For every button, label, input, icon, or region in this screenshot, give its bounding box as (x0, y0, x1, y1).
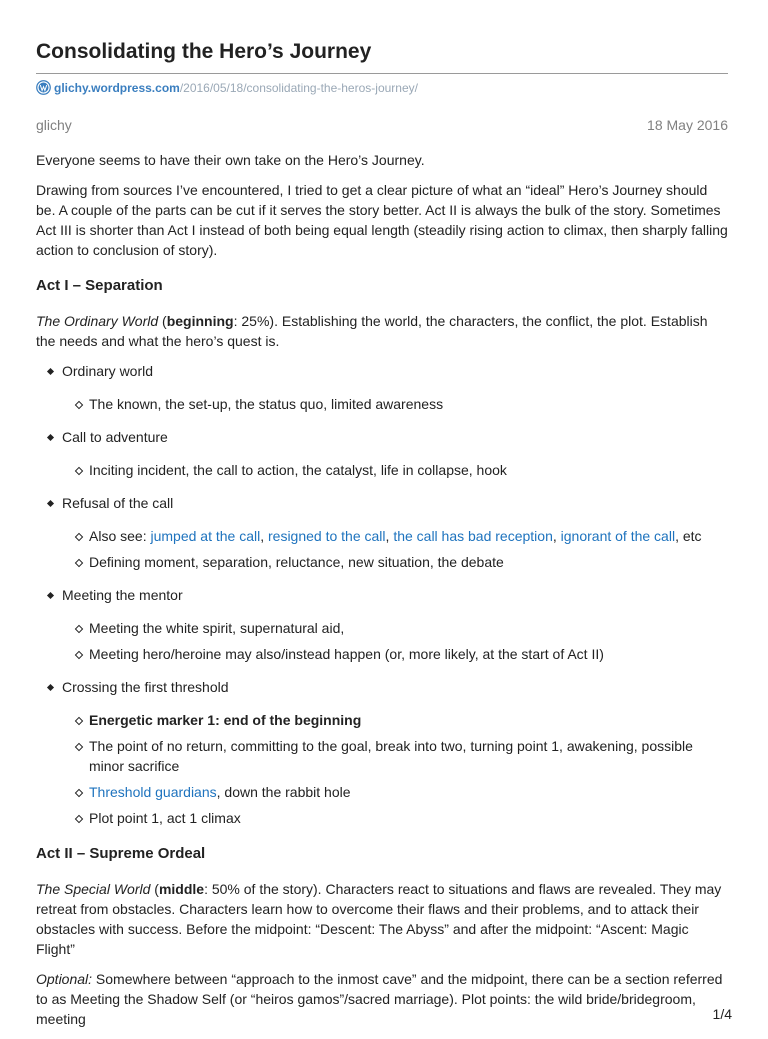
also-see-label: Also see: (89, 528, 151, 544)
sub-list (62, 526, 728, 572)
sub-list (62, 618, 728, 664)
sub-list-item: Inciting incident, the call to action, the catalyst, life in collapse, hook (76, 460, 728, 480)
threshold-rest: , down the rabbit hole (216, 784, 351, 800)
list-item-label: Ordinary world (62, 363, 154, 379)
separator: , (260, 528, 268, 544)
sub-list-item: The point of no return, committing to the goal, break into two, turning point 1, awakening, possible minor sacrifice (76, 736, 728, 776)
act1-intro-open: ( (158, 313, 167, 329)
sub-list-item: The known, the set-up, the status quo, limited awareness (76, 394, 728, 414)
author: glichy (36, 117, 72, 133)
act2-optional (36, 969, 728, 1029)
sub-list-item (76, 526, 728, 546)
act2-heading: Act II – Supreme Ordeal (36, 845, 206, 862)
list-item (48, 427, 728, 480)
page-number: 1/4 (712, 1006, 732, 1022)
act2-intro-open: ( (150, 881, 159, 897)
link-threshold-guardians[interactable]: Threshold guardians (89, 784, 217, 800)
act1-intro-rest: : 25%). Establishing the world, the characters, the conflict, the plot. Establish the needs and what the hero’s quest is. (36, 313, 708, 349)
link-bad-reception[interactable]: the call has bad reception (393, 528, 553, 544)
act1-intro-bold: beginning (166, 313, 234, 329)
link-resigned-to-the-call[interactable]: resigned to the call (268, 528, 386, 544)
source-host[interactable]: glichy.wordpress.com (54, 80, 180, 95)
optional-label: Optional: (36, 971, 93, 987)
separator: , (385, 528, 394, 544)
optional-text: Somewhere between “approach to the inmost cave” and the midpoint, there can be a section referred to as Meeting the Shadow Self (or “heiros gamos”/sacred marriage). Plot points: the wild bride/bridegroom, meeting (36, 971, 723, 1027)
list-item (48, 493, 728, 572)
link-jumped-at-the-call[interactable]: jumped at the call (150, 528, 261, 544)
list-item (48, 677, 728, 828)
wordpress-icon (36, 80, 51, 95)
intro-paragraph: Everyone seems to have their own take on the Hero’s Journey. (36, 152, 425, 168)
sub-list-item: Meeting the white spirit, supernatural aid, (76, 618, 728, 638)
etc-text: , etc (675, 528, 702, 544)
sub-list (62, 394, 728, 414)
overview-paragraph: Drawing from sources I’ve encountered, I tried to get a clear picture of what an “ideal” Hero’s Journey should be. A couple of the parts can be cut if it serves the story better. Act II is always the bulk of the story. Sometimes Act III is shorter than Act I instead of both being equal length (steadily rising action to climax, then sharply falling action to conclusion of story). (36, 182, 728, 258)
act2-intro-bold: middle (158, 881, 205, 897)
list-item (48, 361, 728, 414)
sub-list-item (76, 710, 728, 730)
sub-list-item: Defining moment, separation, reluctance, new situation, the debate (76, 552, 728, 572)
list-item-label: Meeting the mentor (62, 587, 183, 603)
sub-list-item: Meeting hero/heroine may also/instead happen (or, more likely, at the start of Act II) (76, 644, 728, 664)
sub-list (62, 710, 728, 828)
source-path[interactable]: /2016/05/18/consolidating-the-heros-journey/ (179, 80, 418, 95)
post-date: 18 May 2016 (647, 117, 728, 133)
list-item-label: Call to adventure (62, 429, 168, 445)
act1-intro-italic: The Ordinary World (36, 313, 159, 329)
page-title: Consolidating the Hero’s Journey (36, 40, 372, 63)
sub-list-item: Plot point 1, act 1 climax (76, 808, 728, 828)
source-url[interactable] (36, 80, 418, 95)
list-item-label: Refusal of the call (62, 495, 174, 511)
act2-intro (36, 879, 728, 959)
link-ignorant-of-the-call[interactable]: ignorant of the call (560, 528, 676, 544)
energetic-marker: Energetic marker 1: end of the beginning (89, 712, 362, 728)
act1-list (36, 361, 728, 828)
title-divider (36, 73, 728, 74)
sub-list-item (76, 782, 728, 802)
separator: , (552, 528, 561, 544)
act2-intro-rest: : 50% of the story). Characters react to situations and flaws are revealed. They may retreat from obstacles. Characters learn how to overcome their flaws and their problems, and to attack their obstacles with success. Before the midpoint: “Descent: The Abyss” and after the midpoint: “Ascent: Magic Flight” (36, 881, 722, 957)
act1-heading: Act I – Separation (36, 277, 163, 294)
list-item (48, 585, 728, 664)
article-body (36, 150, 728, 1039)
post-meta (36, 117, 728, 133)
act2-intro-italic: The Special World (36, 881, 151, 897)
act1-intro (36, 311, 728, 351)
list-item-label: Crossing the first threshold (62, 679, 229, 695)
sub-list (62, 460, 728, 480)
